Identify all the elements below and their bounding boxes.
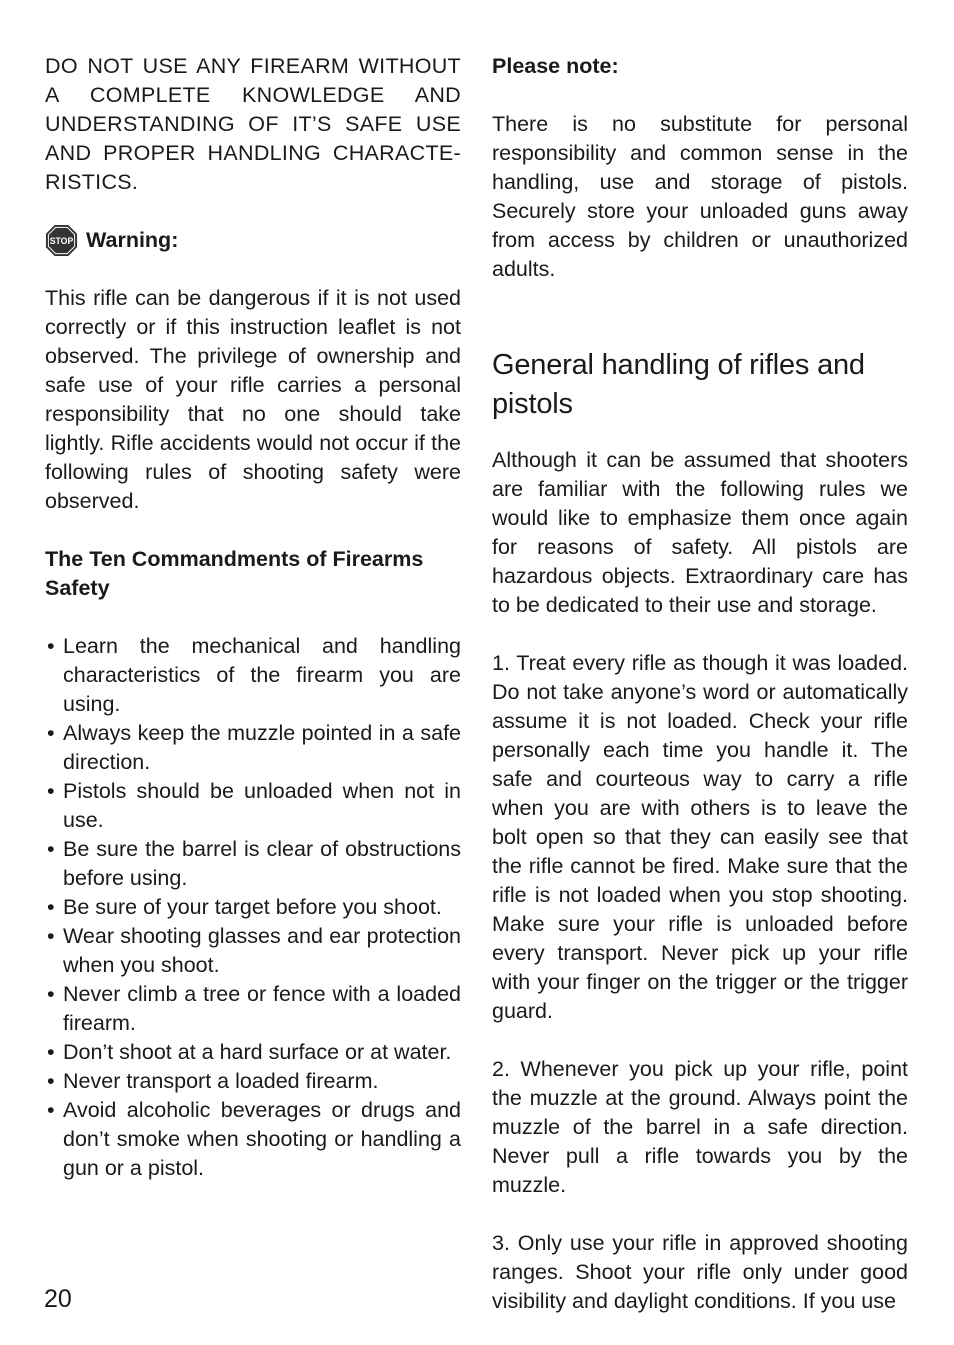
list-item: • Don’t shoot at a hard surface or at water.	[45, 1038, 461, 1067]
left-column	[45, 52, 461, 1183]
commandments-title: The Ten Commandments of Firearms Safety	[45, 547, 424, 600]
list-item: • Avoid alcoholic beverages or drugs and don’t smoke when shooting or handling a gun or a pistol.	[45, 1096, 461, 1183]
stop-sign-icon	[45, 224, 78, 257]
list-item: • Be sure of your target before you shoot.	[45, 893, 461, 922]
intro-warning-caps: DO NOT USE ANY FIREARM WITHOUT A COMPLETE KNOWLEDGE AND UNDERSTANDING OF IT’S SAFE USE AND PROPER HANDLING CHARACTE-RISTICS.	[45, 54, 461, 194]
page-number: 20	[44, 1285, 72, 1313]
section-intro: Although it can be assumed that shooters are familiar with the following rules we would like to emphasize them once again for reasons of safety. All pistols are hazardous objects. Extraordinary care has to be dedicated to their use and storage.	[492, 448, 908, 617]
list-item: • Pistols should be unloaded when not in use.	[45, 777, 461, 835]
warning-heading	[45, 226, 461, 255]
list-item: • Never transport a loaded firearm.	[45, 1067, 461, 1096]
list-item: • Always keep the muzzle pointed in a safe direction.	[45, 719, 461, 777]
rule-point-3: 3. Only use your rifle in approved shooting ranges. Shoot your rifle only under good visibility and daylight conditions. If you use	[492, 1231, 908, 1313]
list-item: • Never climb a tree or fence with a loaded firearm.	[45, 980, 461, 1038]
list-item: • Wear shooting glasses and ear protection when you shoot.	[45, 922, 461, 980]
rule-point-2: 2. Whenever you pick up your rifle, point the muzzle at the ground. Always point the muzzle of the barrel in a safe direction. Never pull a rifle towards you by the muzzle.	[492, 1057, 908, 1197]
stop-sign-text: STOP	[49, 235, 74, 246]
right-column	[492, 52, 908, 1316]
rule-point-1: 1. Treat every rifle as though it was loaded. Do not take anyone’s word or automatically assume it is not loaded. Check your rifle personally each time you handle it. The safe and courteous way to carry a rifle when you are with others is to leave the bolt open so that they can easily see that the rifle cannot be fired. Make sure that the rifle is not loaded when you stop shooting. Make sure your rifle is unloaded before every transport. Never pick up your rifle with your finger on the trigger or the trigger guard.	[492, 651, 908, 1023]
list-item: • Be sure the barrel is clear of obstructions before using.	[45, 835, 461, 893]
note-body: There is no substitute for personal responsibility and common sense in the handling, use and storage of pistols. Securely store your unloaded guns away from access by children or unauthorized adults.	[492, 112, 908, 281]
section-title: General handling of rifles and pistols	[492, 349, 865, 420]
warning-label: Warning:	[86, 228, 179, 252]
note-label: Please note:	[492, 54, 619, 78]
warning-body: This rifle can be dangerous if it is not used correctly or if this instruction leaflet is not observed. The privilege of ownership and safe use of your rifle carries a personal responsibility that no one should take lightly. Rifle accidents would not occur if the following rules of shooting safety were observed.	[45, 286, 461, 513]
commandments-list	[45, 632, 461, 1183]
list-item: • Learn the mechanical and handling characteristics of the firearm you are using.	[45, 632, 461, 719]
